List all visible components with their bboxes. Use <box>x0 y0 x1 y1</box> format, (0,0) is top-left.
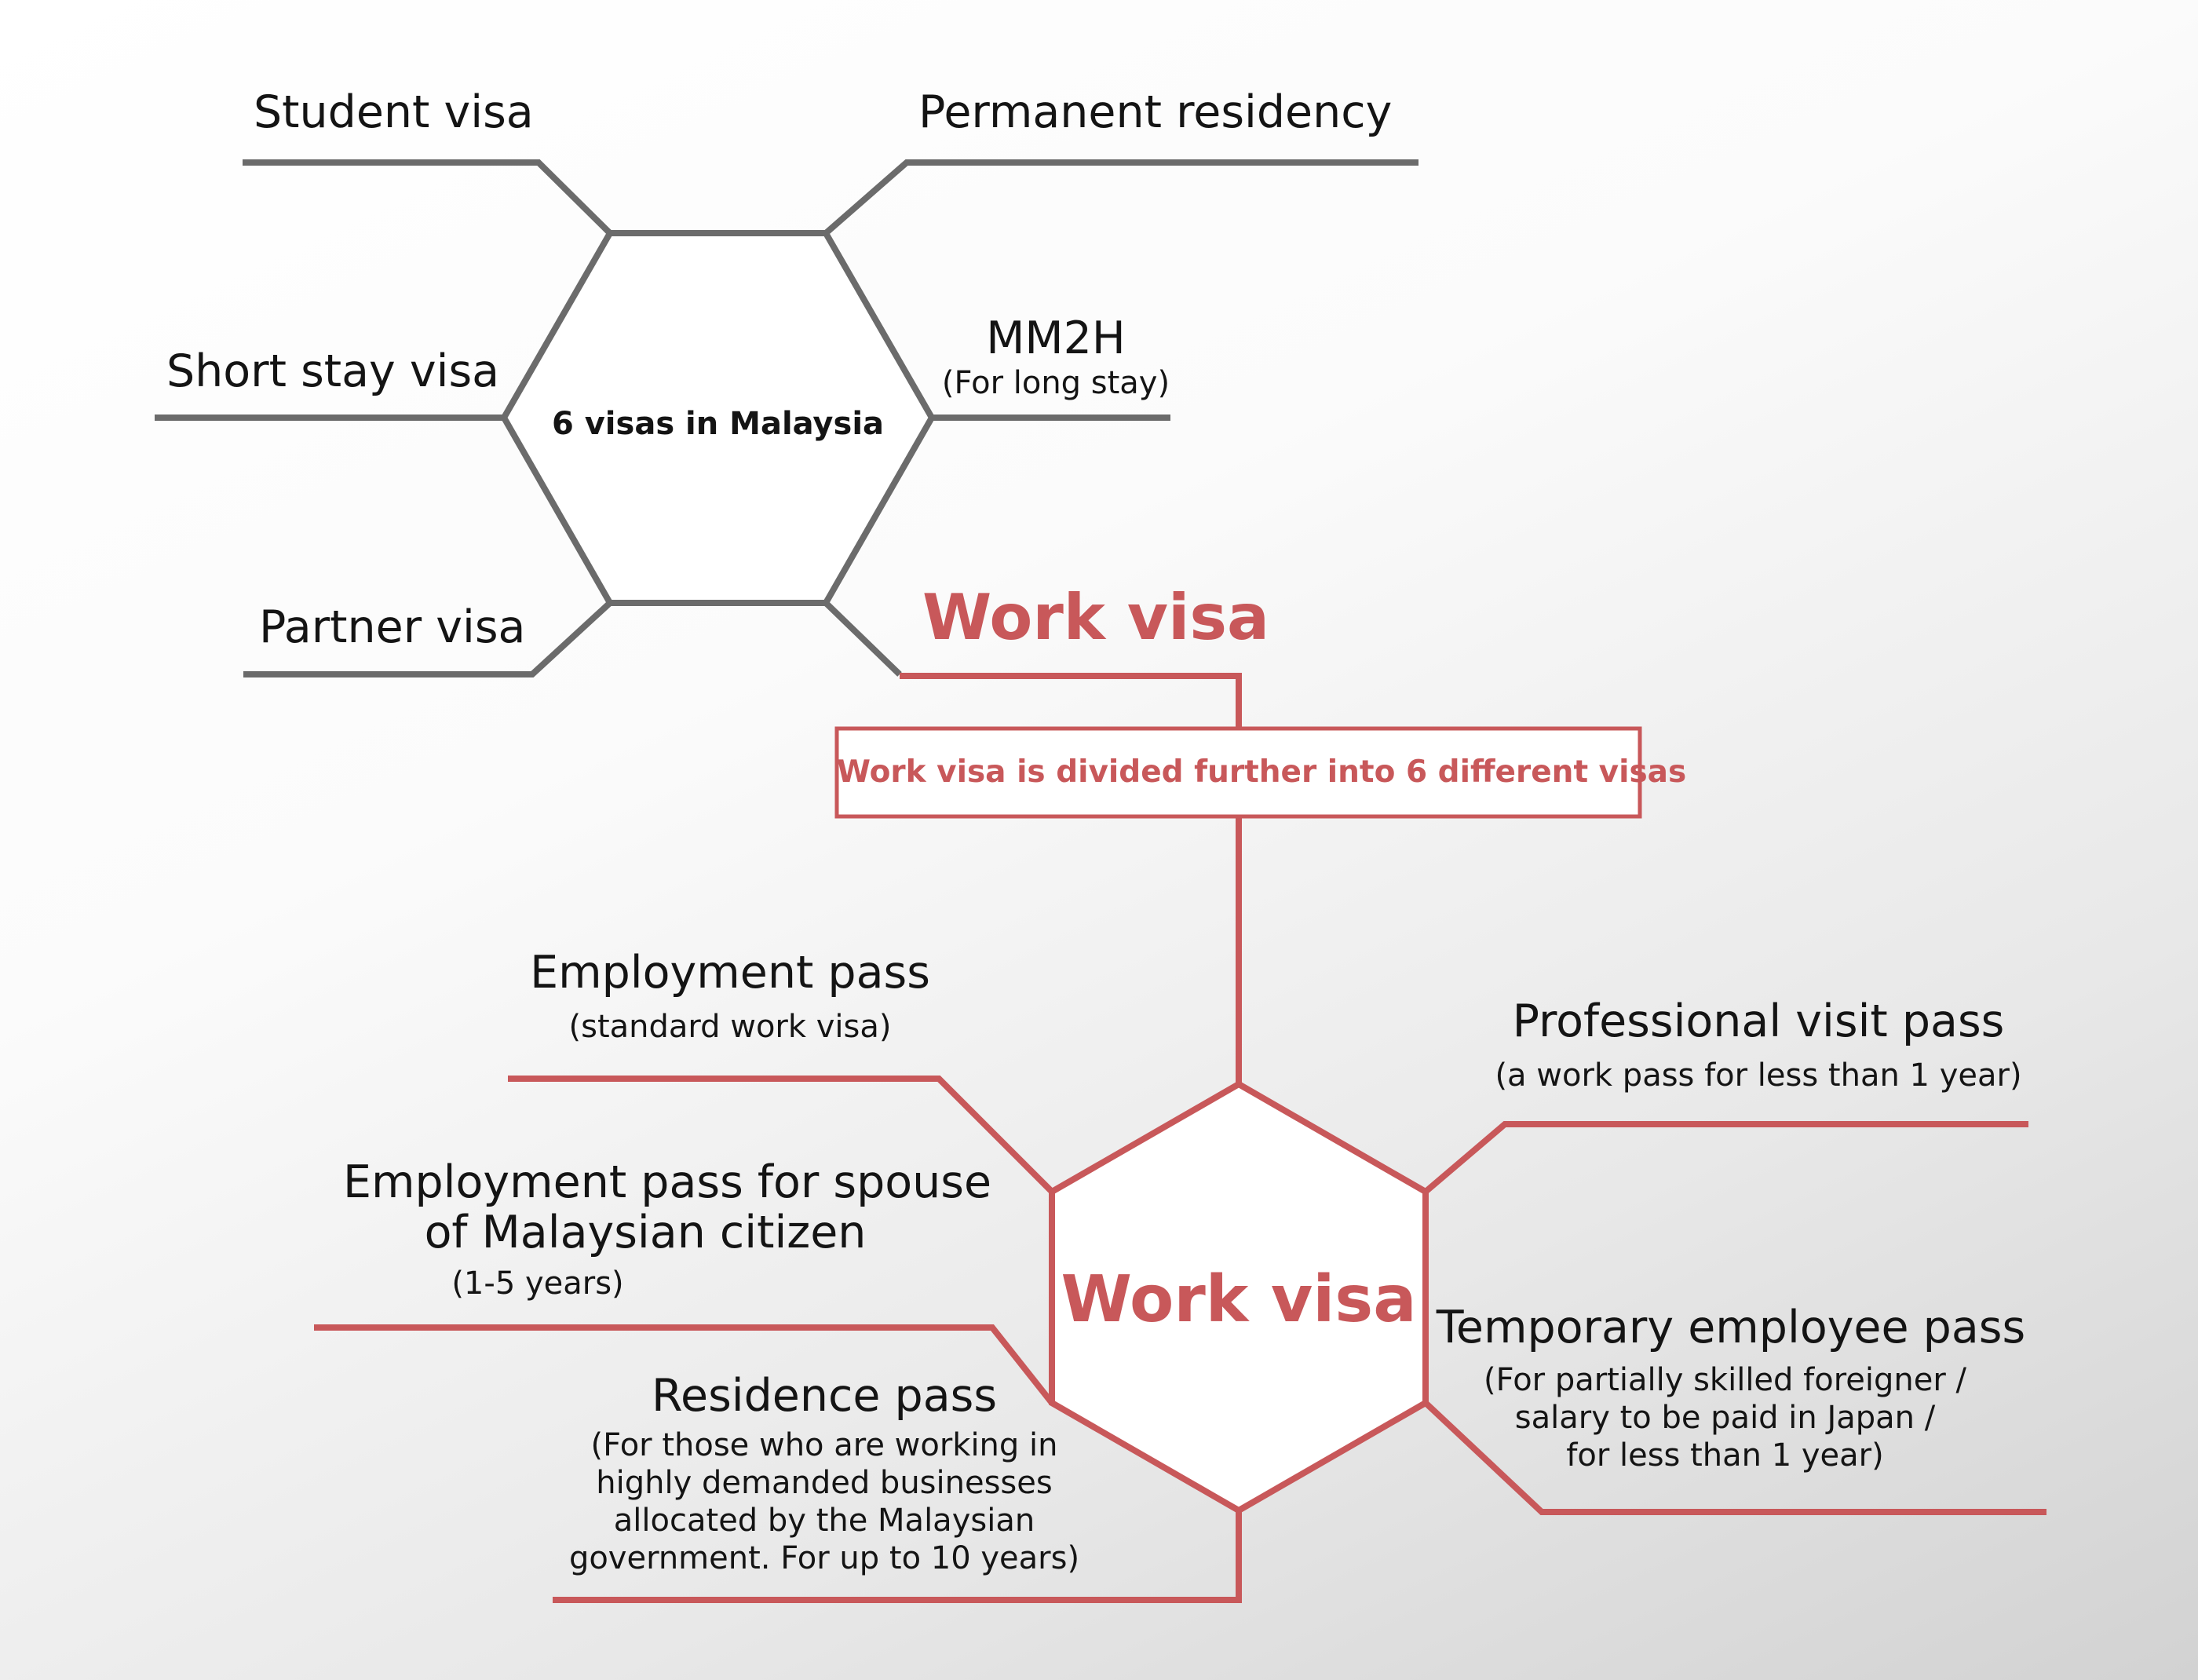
work-hub-label: Work visa <box>1061 1262 1417 1337</box>
work-visa-red-connector <box>900 676 1239 727</box>
permanent-residency-connector <box>826 163 1418 233</box>
temporary-employee-pass-label <box>1433 1303 2029 1474</box>
residence-pass-title: Residence pass <box>651 1370 998 1422</box>
work-visa-heading: Work visa <box>922 581 1270 654</box>
residence-pass-label <box>565 1371 1083 1577</box>
temporary-employee-pass-note-line2: salary to be paid in Japan / <box>1514 1399 1936 1436</box>
student-visa-label: Student visa <box>254 86 534 138</box>
work-visa-grey-connector <box>826 603 900 674</box>
professional-visit-pass-title: Professional visit pass <box>1512 995 2005 1047</box>
permanent-residency-label: Permanent residency <box>918 86 1393 138</box>
student-visa-connector <box>243 163 610 233</box>
spouse-pass-note: (1-5 years) <box>451 1265 624 1302</box>
temporary-employee-pass-note-line1: (For partially skilled foreigner / <box>1484 1361 1966 1398</box>
top-hub-label: 6 visas in Malaysia <box>551 406 885 442</box>
spouse-pass-label <box>306 1158 1028 1302</box>
employment-pass-note: (standard work visa) <box>568 1008 892 1045</box>
residence-pass-note-line4: government. For up to 10 years) <box>568 1539 1080 1576</box>
spouse-pass-title-line2: of Malaysian citizen <box>424 1206 867 1258</box>
professional-visit-pass-note: (a work pass for less than 1 year) <box>1495 1057 2022 1094</box>
employment-pass-label <box>495 948 966 1046</box>
spouse-pass-title-line1: Employment pass for spouse <box>342 1156 992 1208</box>
temporary-employee-pass-title: Temporary employee pass <box>1436 1302 2026 1353</box>
employment-pass-title: Employment pass <box>530 947 930 999</box>
mm2h-title: MM2H <box>986 312 1126 364</box>
partner-visa-label: Partner visa <box>259 601 526 653</box>
professional-visit-pass-connector <box>1426 1124 2028 1192</box>
residence-pass-note-line2: highly demanded businesses <box>596 1464 1053 1501</box>
mm2h-note: (For long stay) <box>941 364 1170 401</box>
divider-note-text: Work visa is divided further into 6 different visas <box>837 754 1687 790</box>
temporary-employee-pass-note-line3: for less than 1 year) <box>1566 1437 1884 1474</box>
residence-pass-note-line1: (For those who are working in <box>590 1426 1058 1463</box>
mm2h-label <box>938 314 1174 402</box>
short-stay-visa-label: Short stay visa <box>166 345 500 397</box>
professional-visit-pass-label <box>1492 997 2025 1094</box>
residence-pass-note-line3: allocated by the Malaysian <box>613 1502 1035 1539</box>
